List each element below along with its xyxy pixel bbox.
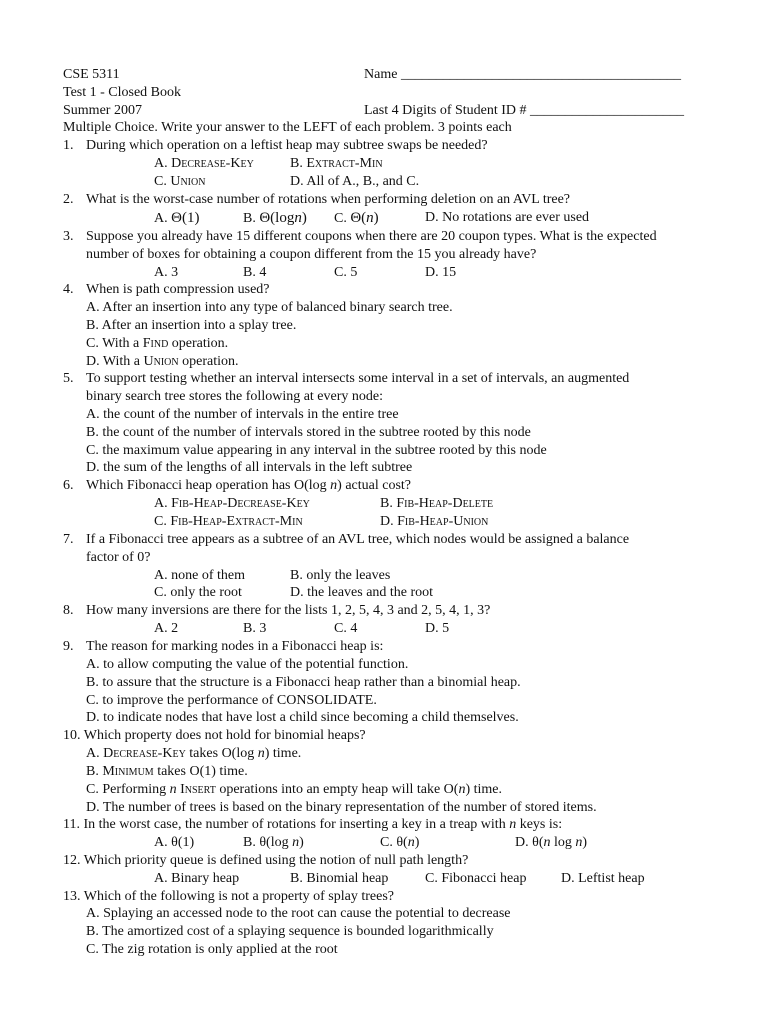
student-id-blank: ______________________	[530, 103, 685, 118]
question-number: 4.	[63, 282, 74, 297]
option-d: D. 5	[425, 621, 450, 636]
option-letter: A.	[154, 211, 168, 226]
question-text: Suppose you already have 15 different coupons when there are 20 coupon types. What is the expected	[86, 229, 657, 244]
option-b: B. Binomial heap	[290, 871, 389, 886]
name-blank: ________________________________________	[400, 67, 681, 82]
question-number: 3.	[63, 229, 74, 244]
option-d: D. Leftist heap	[561, 871, 645, 886]
option-b: B. to assure that the structure is a Fibonacci heap rather than a binomial heap.	[86, 675, 521, 690]
question-text: number of boxes for obtaining a coupon different from the 15 you already have?	[86, 247, 537, 262]
question-text: factor of 0?	[86, 550, 151, 565]
option-d: D. With a Union operation.	[86, 354, 239, 369]
option-letter: C.	[334, 211, 347, 226]
option-text: Θ(1)	[171, 210, 200, 226]
question-text: During which operation on a leftist heap may subtree swaps be needed?	[86, 138, 488, 153]
question-number: 2.	[63, 192, 74, 207]
option-b: B. the count of the number of intervals stored in the subtree rooted by this node	[86, 425, 531, 440]
option-c	[154, 173, 205, 191]
question-number: 1.	[63, 138, 74, 153]
option-c: C. With a Find operation.	[86, 336, 229, 351]
question-text: When is path compression used?	[86, 282, 270, 297]
term: Summer 2007	[63, 103, 142, 118]
option-text: Decrease-Key	[171, 156, 254, 171]
option-c: C. Fibonacci heap	[425, 871, 527, 886]
student-id-field	[364, 102, 684, 120]
question-text: 10. Which property does not hold for binomial heaps?	[63, 728, 366, 743]
option-a: A. 3	[154, 265, 179, 280]
option-a: A. After an insertion into any type of balanced binary search tree.	[86, 300, 453, 315]
option-a: A. the count of the number of intervals in the entire tree	[86, 407, 399, 422]
option-c: C. only the root	[154, 585, 242, 600]
option-b: B. 3	[243, 621, 267, 636]
option-c	[334, 209, 379, 227]
option-b: B. only the leaves	[290, 568, 391, 583]
option-c: C. 5	[334, 265, 358, 280]
question-number: 5.	[63, 371, 74, 386]
option-a: A. 2	[154, 621, 179, 636]
option-letter: A.	[154, 156, 168, 171]
option-text: Extract-Min	[306, 156, 383, 171]
option-b	[290, 155, 383, 173]
option-a: A. Binary heap	[154, 871, 240, 886]
option-d: D. the leaves and the root	[290, 585, 434, 600]
option-b: B. The amortized cost of a splaying sequence is bounded logarithmically	[86, 924, 494, 939]
option-d: D. 15	[425, 265, 457, 280]
option-a	[154, 155, 254, 173]
question-text: 12. Which priority queue is defined using the notion of null path length?	[63, 853, 469, 868]
option-a: A. none of them	[154, 568, 245, 583]
option-b: B. θ(log n)	[243, 835, 304, 850]
question-number: 9.	[63, 639, 74, 654]
option-letter: B.	[243, 211, 256, 226]
question-text: How many inversions are there for the lists 1, 2, 5, 4, 3 and 2, 5, 4, 1, 3?	[86, 603, 491, 618]
question-text: What is the worst-case number of rotations when performing deletion on an AVL tree?	[86, 192, 571, 207]
question-number: 12.	[63, 853, 81, 868]
instructions: Multiple Choice. Write your answer to the LEFT of each problem. 3 points each	[63, 120, 512, 135]
option-d: D. the sum of the lengths of all intervals in the left subtree	[86, 460, 413, 475]
option-text: Θ(logn)	[259, 210, 307, 226]
option-b: B. After an insertion into a splay tree.	[86, 318, 297, 333]
option-c: C. Fib-Heap-Extract-Min	[154, 514, 303, 529]
option-c: C. Performing n Insert operations into an empty heap will take O(n) time.	[86, 782, 502, 797]
question-number: 13.	[63, 889, 81, 904]
option-b	[243, 209, 307, 227]
question-number: 10.	[63, 728, 81, 743]
question-text: The reason for marking nodes in a Fibonacci heap is:	[86, 639, 384, 654]
question-number: 7.	[63, 532, 74, 547]
question-text: If a Fibonacci tree appears as a subtree of an AVL tree, which nodes would be assigned a balance	[86, 532, 630, 547]
option-text: Union	[170, 174, 206, 189]
option-a: A. Fib-Heap-Decrease-Key	[154, 496, 310, 511]
option-c: C. θ(n)	[380, 835, 420, 850]
option-d: D. All of A., B., and C.	[290, 174, 420, 189]
option-a: A. Splaying an accessed node to the root can cause the potential to decrease	[86, 906, 511, 921]
option-c: C. the maximum value appearing in any interval in the subtree rooted by this node	[86, 443, 547, 458]
option-a: A. to allow computing the value of the potential function.	[86, 657, 409, 672]
option-b: B. 4	[243, 265, 267, 280]
option-d: D. Fib-Heap-Union	[380, 514, 489, 529]
question-text: 13. Which of the following is not a property of splay trees?	[63, 889, 394, 904]
option-a	[154, 209, 199, 227]
option-c: C. 4	[334, 621, 358, 636]
question-text: To support testing whether an interval intersects some interval in a set of intervals, an augmented	[86, 371, 630, 386]
option-a: A. Decrease-Key takes O(log n) time.	[86, 746, 302, 761]
question-text: binary search tree stores the following at every node:	[86, 389, 384, 404]
name-label: Name	[364, 67, 398, 82]
course-code: CSE 5311	[63, 67, 120, 82]
question-text: Which Fibonacci heap operation has O(log n) actual cost?	[86, 478, 412, 493]
option-b: B. Fib-Heap-Delete	[380, 496, 494, 511]
option-d: D. θ(n log n)	[515, 835, 588, 850]
question-number: 11.	[63, 817, 80, 832]
option-text: Θ(n)	[350, 210, 379, 226]
option-d: D. No rotations are ever used	[425, 210, 590, 225]
student-id-label: Last 4 Digits of Student ID #	[364, 103, 527, 118]
option-c: C. to improve the performance of CONSOLIDATE.	[86, 693, 377, 708]
name-field	[364, 66, 681, 84]
option-b: B. Minimum takes O(1) time.	[86, 764, 248, 779]
option-a: A. θ(1)	[154, 835, 195, 850]
question-number: 8.	[63, 603, 74, 618]
option-d: D. to indicate nodes that have lost a child since becoming a child themselves.	[86, 710, 519, 725]
option-c: C. The zig rotation is only applied at the root	[86, 942, 338, 957]
option-letter: C.	[154, 174, 167, 189]
question-text: 11. In the worst case, the number of rotations for inserting a key in a treap with n keys is:	[63, 817, 563, 832]
option-letter: B.	[290, 156, 303, 171]
option-d: D. The number of trees is based on the binary representation of the number of stored items.	[86, 800, 597, 815]
question-number: 6.	[63, 478, 74, 493]
test-title: Test 1 - Closed Book	[63, 85, 182, 100]
